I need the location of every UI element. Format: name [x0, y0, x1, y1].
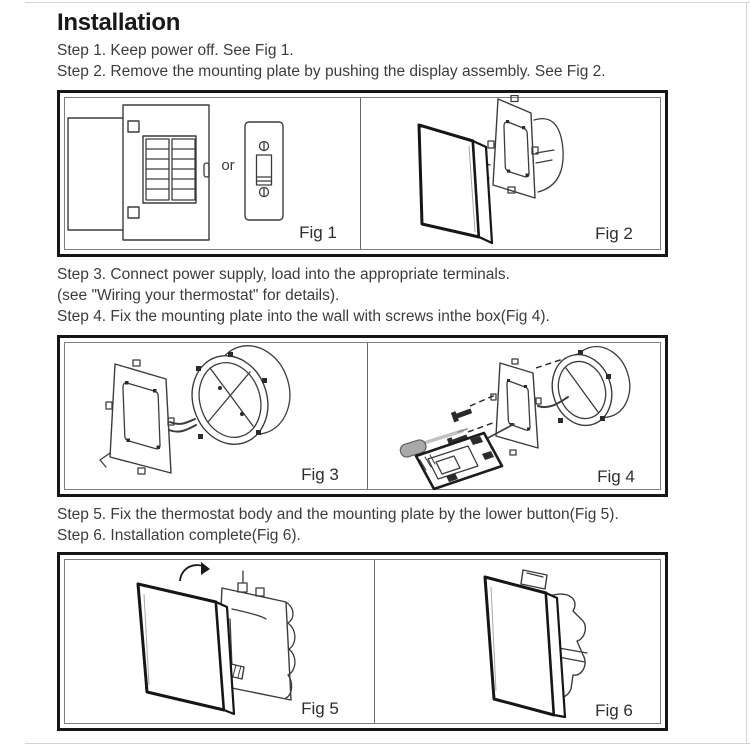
step-1-text: Step 1. Keep power off. See Fig 1.	[57, 42, 294, 59]
push-arrow-icon	[180, 562, 210, 581]
page-edge-line-top	[25, 2, 750, 3]
display-assembly-icon	[419, 125, 492, 243]
figure-box-2	[57, 335, 668, 497]
fig4-label: Fig 4	[597, 467, 635, 486]
step-3-text: Step 3. Connect power supply, load into the appropriate terminals.	[57, 266, 510, 283]
figure-box-3	[57, 552, 668, 731]
step-5-text: Step 5. Fix the thermostat body and the mounting plate by the lower button(Fig 5).	[57, 506, 619, 523]
breaker-panel-icon	[68, 105, 209, 240]
steps-5-6	[57, 504, 619, 546]
figure-box-1	[57, 90, 668, 257]
figure-box-2-divider	[367, 343, 368, 489]
junction-box-icon	[543, 340, 638, 433]
step-4-text: Step 4. Fix the mounting plate into the wall with screws inthe box(Fig 4).	[57, 308, 550, 325]
fig1-label: Fig 1	[299, 223, 337, 242]
installed-thermostat-icon	[485, 577, 565, 717]
page-title: Installation	[57, 9, 181, 36]
fig2-label: Fig 2	[595, 224, 633, 243]
junction-box-icon	[181, 340, 301, 454]
light-switch-icon	[245, 122, 283, 220]
step-6-text: Step 6. Installation complete(Fig 6).	[57, 527, 301, 544]
steps-1-2	[57, 40, 606, 82]
page-edge-line-right	[746, 2, 747, 744]
page-edge-line-bottom	[25, 743, 750, 744]
or-text: or	[221, 157, 235, 174]
fig6-label: Fig 6	[595, 701, 633, 720]
mounting-plate-icon	[100, 360, 174, 474]
fig3-label: Fig 3	[301, 465, 339, 484]
figure-box-1-divider	[360, 98, 361, 249]
fig5-label: Fig 5	[301, 699, 339, 718]
screw-icon	[451, 406, 473, 422]
wiring-note-text: (see "Wiring your thermostat" for details).	[57, 287, 340, 304]
steps-3-4	[57, 264, 550, 327]
mounting-plate-icon	[491, 359, 541, 455]
junction-box-icon	[534, 119, 563, 192]
step-2-text: Step 2. Remove the mounting plate by pushing the display assembly. See Fig 2.	[57, 63, 606, 80]
display-assembly-icon	[138, 584, 234, 714]
